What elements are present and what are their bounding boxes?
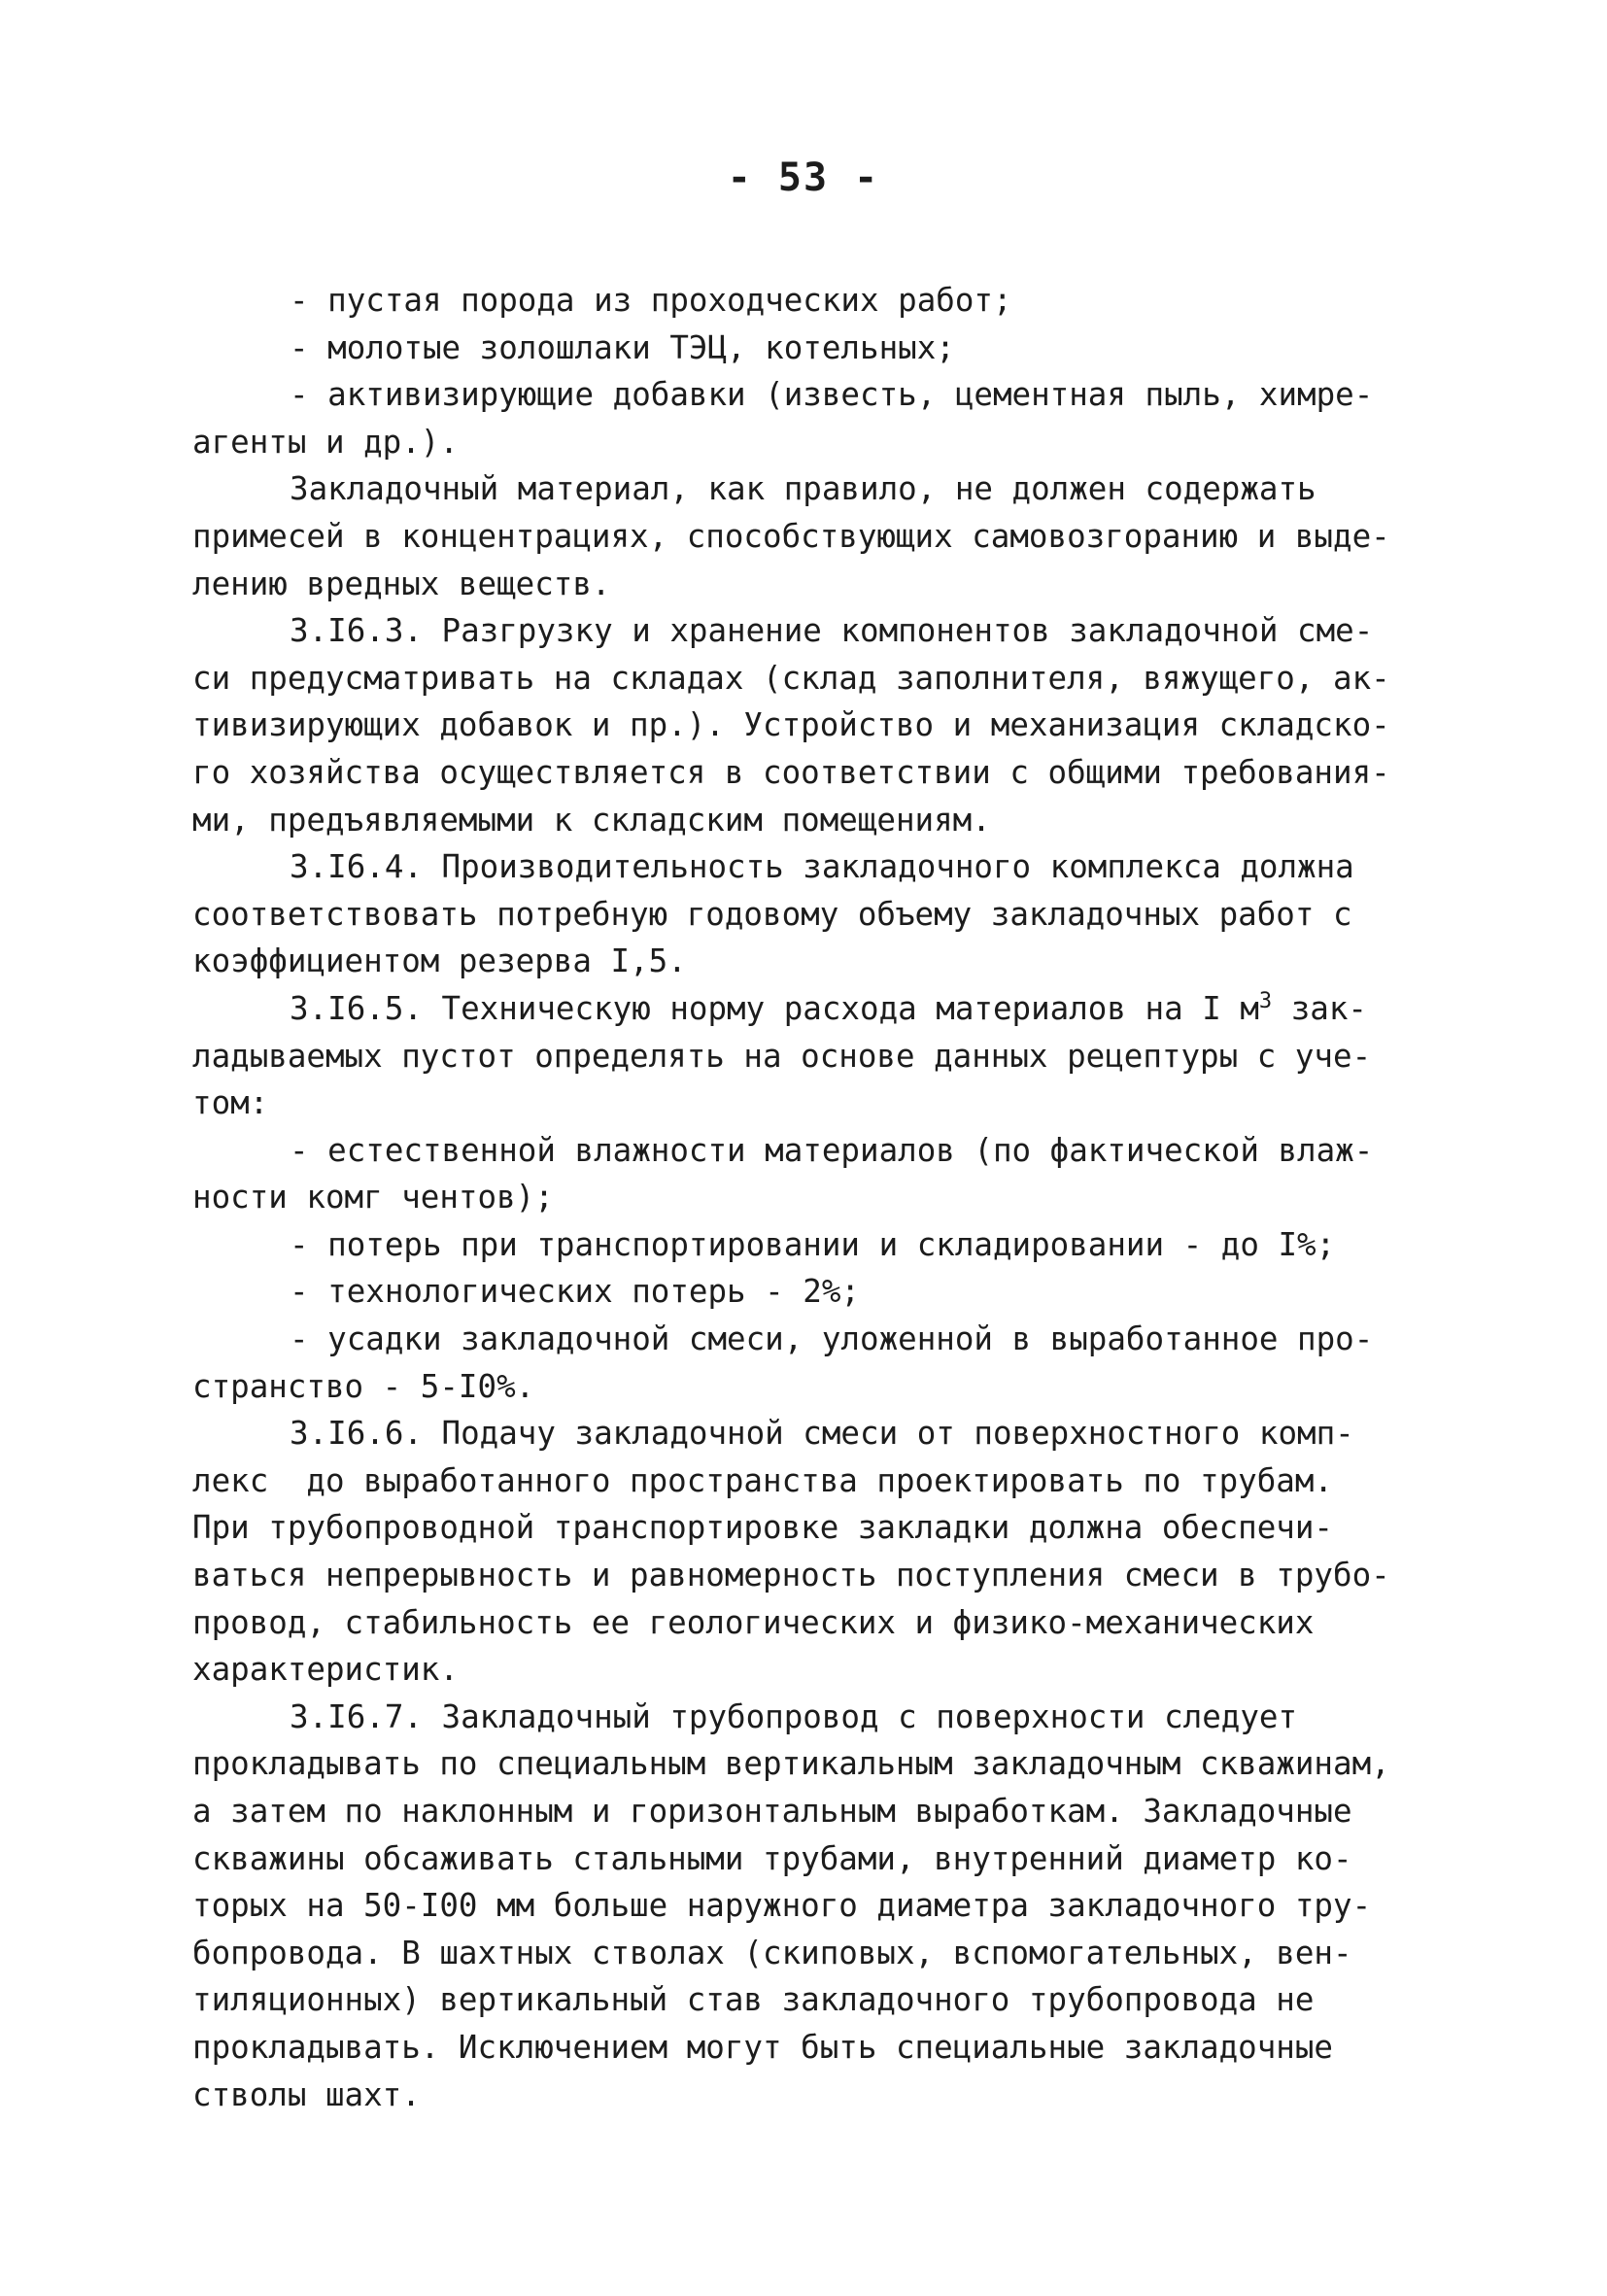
text-line-content: странство - 5-I0%. bbox=[192, 1367, 535, 1405]
text-line-content: 3.I6.5. Техническую норму расхода материалов на I м bbox=[290, 989, 1259, 1027]
text-line-content: го хозяйства осуществляется в соответствии с общими требования- bbox=[192, 753, 1390, 791]
text-line bbox=[192, 1930, 1426, 1977]
text-line-content: ваться непрерывность и равномерность поступления смеси в трубо- bbox=[192, 1557, 1390, 1594]
text-line-content: ности комг чентов); bbox=[192, 1179, 554, 1217]
text-line bbox=[192, 371, 1426, 419]
text-line bbox=[192, 325, 1426, 372]
text-line bbox=[192, 1457, 1426, 1505]
text-line-content: - естественной влажности материалов (по фактической влаж- bbox=[290, 1131, 1374, 1169]
text-line bbox=[192, 1740, 1426, 1788]
text-line-content: 3.I6.4. Производительность закладочного комплекса должна bbox=[290, 848, 1354, 886]
text-line bbox=[192, 843, 1426, 891]
text-line bbox=[192, 1363, 1426, 1411]
text-line bbox=[192, 1504, 1426, 1552]
text-line-content: характеристик. bbox=[192, 1651, 459, 1689]
text-line-content: прокладывать. Исключением могут быть специальные закладочные bbox=[192, 2028, 1333, 2066]
text-line-content: 3.I6.3. Разгрузку и хранение компонентов закладочной сме- bbox=[290, 612, 1374, 650]
page-number: - 53 - bbox=[727, 155, 880, 200]
text-line-content: лекс до выработанного пространства проектировать по трубам. bbox=[192, 1461, 1333, 1499]
text-line bbox=[192, 891, 1426, 939]
text-line bbox=[192, 702, 1426, 749]
text-line-content: - технологических потерь - 2%; bbox=[290, 1273, 860, 1311]
text-line-content: - молотые золошлаки ТЭЦ, котельных; bbox=[290, 328, 955, 366]
text-line-continuation: зак- bbox=[1272, 989, 1367, 1027]
text-line-content: скважины обсаживать стальными трубами, внутренний диаметр ко- bbox=[192, 1839, 1352, 1877]
text-line bbox=[192, 1694, 1426, 1741]
text-line bbox=[192, 1882, 1426, 1930]
text-line bbox=[192, 1033, 1426, 1080]
text-line bbox=[192, 2072, 1426, 2119]
text-line bbox=[192, 1646, 1426, 1694]
text-line-content: Закладочный материал, как правило, не должен содержать bbox=[290, 470, 1316, 508]
text-line-content: торых на 50-I00 мм больше наружного диаметра закладочного тру- bbox=[192, 1887, 1372, 1925]
text-line bbox=[192, 1127, 1426, 1175]
text-line bbox=[192, 1788, 1426, 1835]
text-line-content: а затем по наклонным и горизонтальным выработкам. Закладочные bbox=[192, 1793, 1352, 1830]
text-line bbox=[192, 749, 1426, 797]
text-line bbox=[192, 1835, 1426, 1883]
text-line bbox=[192, 419, 1426, 466]
text-line-content: прокладывать по специальным вертикальным закладочным скважинам, bbox=[192, 1745, 1390, 1783]
text-line-content: тиляционных) вертикальный став закладочного трубопровода не bbox=[192, 1981, 1315, 2019]
text-line-content: си предусматривать на складах (склад заполнителя, вяжущего, ак- bbox=[192, 659, 1390, 697]
text-line-content: тивизирующих добавок и пр.). Устройство и механизация складско- bbox=[192, 706, 1390, 744]
text-line bbox=[192, 2024, 1426, 2072]
text-line bbox=[192, 1268, 1426, 1316]
text-line bbox=[192, 1410, 1426, 1457]
text-line-content: провод, стабильность ее геологических и физико-механических bbox=[192, 1603, 1315, 1641]
text-line bbox=[192, 561, 1426, 608]
text-line-content: 3.I6.7. Закладочный трубопровод с поверхности следует bbox=[290, 1697, 1298, 1735]
text-line bbox=[192, 655, 1426, 703]
text-line-content: ми, предъявляемыми к складским помещениям. bbox=[192, 801, 991, 839]
text-line-content: соответствовать потребную годовому объему закладочных работ с bbox=[192, 895, 1352, 933]
text-line bbox=[192, 1316, 1426, 1363]
text-line-content: 3.I6.6. Подачу закладочной смеси от поверхностного комп- bbox=[290, 1415, 1354, 1453]
text-line bbox=[192, 277, 1426, 325]
text-line-content: бопровода. В шахтных стволах (скиповых, вспомогательных, вен- bbox=[192, 1934, 1352, 1971]
text-line-content: агенты и др.). bbox=[192, 423, 459, 461]
text-line bbox=[192, 1079, 1426, 1127]
text-line bbox=[192, 1552, 1426, 1599]
text-line-content: примесей в концентрациях, способствующих самовозгоранию и выде- bbox=[192, 517, 1390, 555]
text-line-content: - активизирующие добавки (известь, цементная пыль, химре- bbox=[290, 376, 1374, 414]
superscript: 3 bbox=[1258, 989, 1273, 1014]
text-line bbox=[192, 797, 1426, 844]
text-line-content: ладываемых пустот определять на основе данных рецептуры с уче- bbox=[192, 1037, 1372, 1075]
text-line bbox=[192, 1976, 1426, 2024]
text-line bbox=[192, 938, 1426, 985]
text-line-content: стволы шахт. bbox=[192, 2075, 421, 2113]
text-line bbox=[192, 513, 1426, 561]
text-line-content: лению вредных веществ. bbox=[192, 565, 611, 602]
text-line bbox=[192, 985, 1426, 1033]
text-line-content: - пустая порода из проходческих работ; bbox=[290, 282, 1012, 319]
text-line bbox=[192, 1599, 1426, 1647]
text-line-content: - потерь при транспортировании и складировании - до I%; bbox=[290, 1225, 1336, 1263]
body-text bbox=[192, 277, 1426, 2118]
text-line-content: коэффициентом резерва I,5. bbox=[192, 942, 687, 980]
text-line bbox=[192, 1221, 1426, 1269]
text-line-content: - усадки закладочной смеси, уложенной в выработанное про- bbox=[290, 1320, 1374, 1358]
text-line bbox=[192, 1174, 1426, 1221]
text-line-content: При трубопроводной транспортировке закладки должна обеспечи- bbox=[192, 1509, 1333, 1547]
text-line bbox=[192, 607, 1426, 655]
text-line-content: том: bbox=[192, 1084, 269, 1122]
text-line bbox=[192, 465, 1426, 513]
